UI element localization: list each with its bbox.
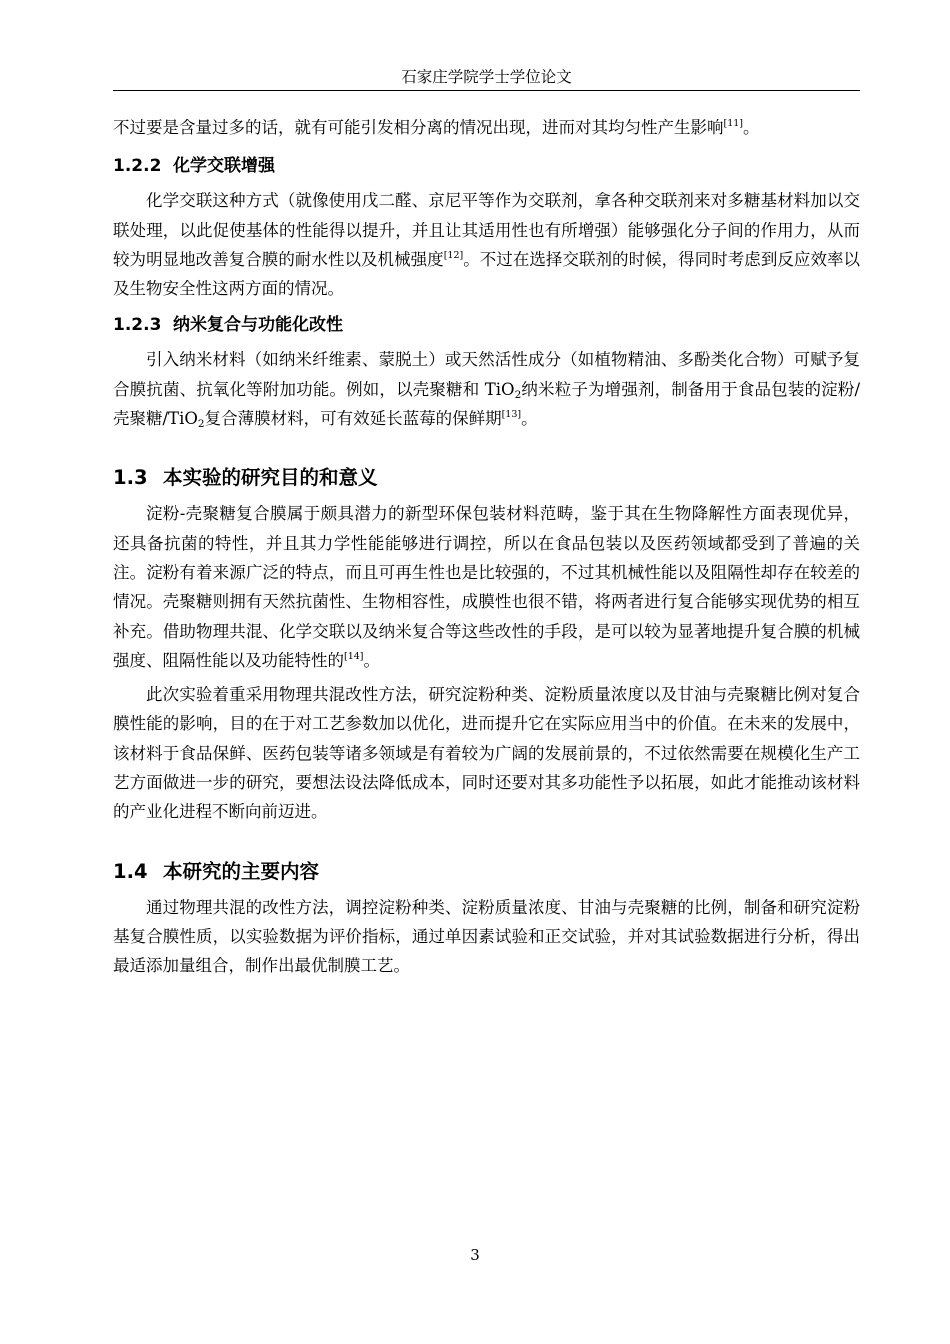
citation: [14] (344, 650, 364, 662)
citation: [13] (501, 409, 522, 421)
section-number: 1.3 (113, 466, 148, 490)
section-title: 化学交联增强 (173, 156, 275, 177)
paragraph-purpose-1: 淀粉-壳聚糖复合膜属于颇具潜力的新型环保包装材料范畴，鉴于其在生物降解性方面表现优异，还具备抗菌的特性，并且其力学性能能够进行调控，所以在食品包装以及医药领域都受到了普遍的关注。淀粉有着来源广泛的特点，而且可再生性也是比较强的，不过其机械性能以及阻隔性却存在较差的情况。壳聚糖则拥有天然抗菌性、生物相容性，成膜性也很不错，将两者进行复合能够实现优势的相互补充。借助物理共混、化学交联以及纳米复合等这些改性的手段，是可以较为显著地提升复合膜的机械强度、阻隔性能以及功能特性的[14]。 (113, 504, 860, 670)
paragraph-purpose-2: 此次实验着重采用物理共混改性方法，研究淀粉种类、淀粉质量浓度以及甘油与壳聚糖比例对复合膜性能的影响，目的在于对工艺参数加以优化，进而提升它在实际应用当中的价值。在未来的发展中，该材料于食品保鲜、医药包装等诸多领域是有着较为广阔的发展前景的，不过依然需要在规模化生产工艺方面做进一步的研究，要想法设法降低成本，同时还要对其多功能性予以拓展，如此才能推动该材料的产业化进程不断向前迈进。 (113, 685, 860, 822)
section-heading-1-3 (113, 465, 860, 491)
citation: [11] (723, 118, 744, 129)
citation: [12] (443, 249, 464, 261)
section-number: 1.4 (113, 859, 148, 883)
section-title: 本实验的研究目的和意义 (163, 466, 378, 490)
section-number: 1.2.3 (113, 315, 162, 336)
running-header: 石家庄学院学士学位论文 (113, 66, 860, 91)
section-heading-1-2-3 (113, 313, 860, 337)
page-body (113, 113, 860, 981)
paragraph-main-content: 通过物理共混的改性方法，调控淀粉种类、淀粉质量浓度、甘油与壳聚糖的比例，制备和研究淀粉基复合膜性质，以实验数据为评价指标，通过单因素试验和正交试验，并对其试验数据进行分析，得出最适添加量组合，制作出最优制膜工艺。 (113, 897, 860, 976)
paragraph-nanocomposite: 引入纳米材料（如纳米纤维素、蒙脱土）或天然活性成分（如植物精油、多酚类化合物）可赋予复合膜抗菌、抗氧化等附加功能。例如，以壳聚糖和 TiO$_2$纳米粒子为增强剂，制备用于食品包装的淀粉/壳聚糖/TiO$_2$复合薄膜材料，可有效延长蓝莓的保鲜期[13]。 (113, 350, 861, 431)
page-number: 3 (470, 1246, 480, 1264)
section-title: 本研究的主要内容 (163, 859, 320, 883)
section-heading-1-2-2 (113, 154, 860, 178)
section-title: 纳米复合与功能化改性 (173, 315, 343, 336)
paragraph-text: 不过要是含量过多的话，就有可能引发相分离的情况出现，进而对其均匀性产生影响 (113, 118, 724, 137)
continuation-paragraph: 不过要是含量过多的话，就有可能引发相分离的情况出现，进而对其均匀性产生影响[11]。 (113, 118, 760, 137)
paragraph-crosslinking: 化学交联这种方式（就像使用戊二醛、京尼平等作为交联剂，拿各种交联剂来对多糖基材料加以交联处理，以此促使基体的性能得以提升，并且让其适用性也有所增强）能够强化分子间的作用力，从而较为明显地改善复合膜的耐水性以及机械强度[12]。不过在选择交联剂的时候，得同时考虑到反应效率以及生物安全性这两方面的情况。 (113, 191, 861, 299)
section-heading-1-4 (113, 859, 860, 885)
section-number: 1.2.2 (113, 156, 162, 177)
